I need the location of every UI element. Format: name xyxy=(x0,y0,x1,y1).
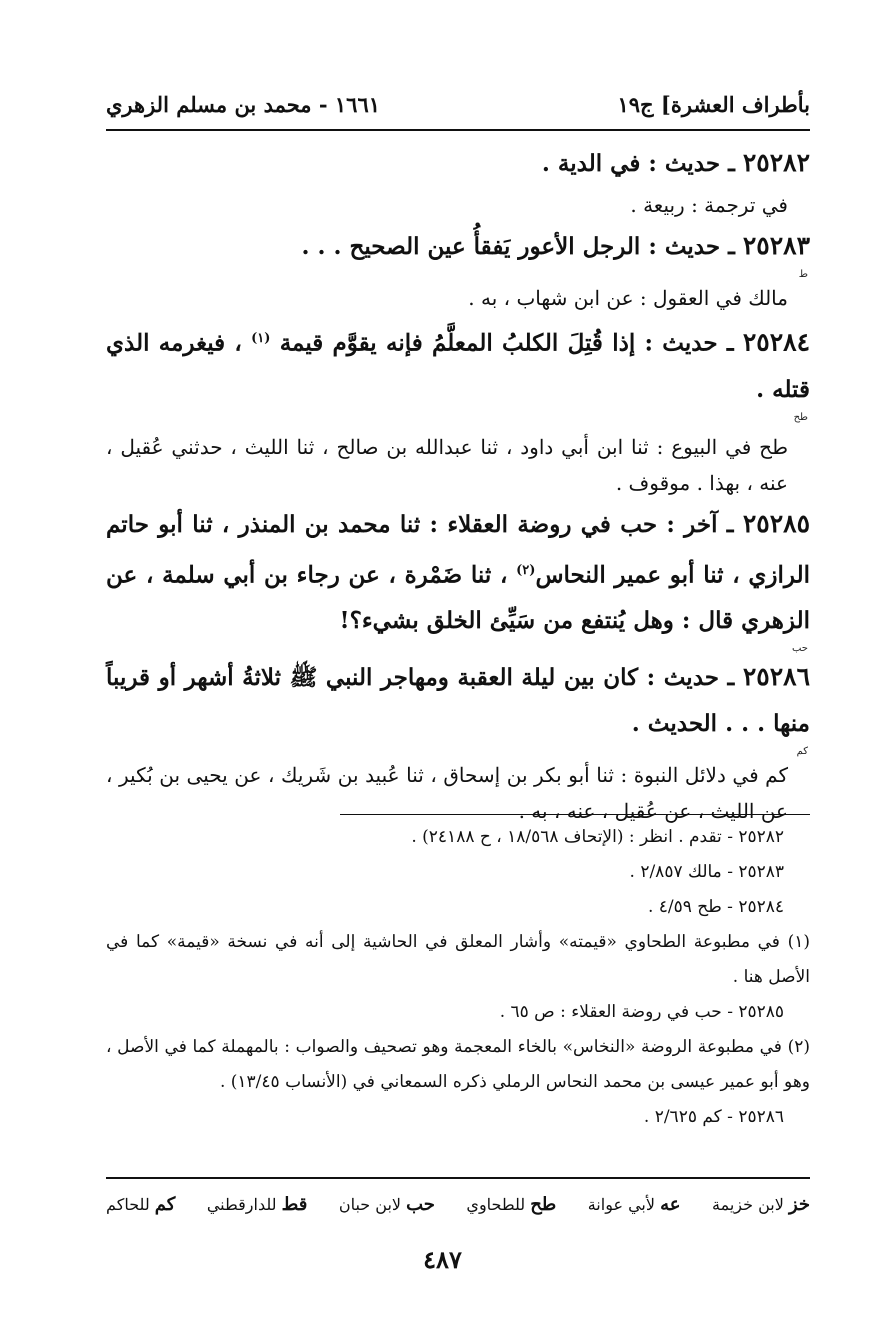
footnote: ٢٥٢٨٦ - كم ٢/٦٢٥ . xyxy=(643,1107,784,1127)
entry-chain: مالك في العقول : عن ابن شهاب ، به . xyxy=(468,286,788,310)
entry-number: ٢٥٢٨٤ xyxy=(742,327,810,357)
source-siglum: ط xyxy=(798,269,808,280)
footnote-ref: (٢) xyxy=(516,562,536,578)
header-volume-title: بأطراف العشرة] ج١٩ xyxy=(617,91,810,117)
legend-item: كم للحاكم xyxy=(106,1193,176,1215)
footnote: ٢٥٢٨٢ - تقدم . انظر : (الإتحاف ١٨/٥٦٨ ، ح ٢٤١٨٨) . xyxy=(411,827,784,847)
header-narrator-title: ١٦٦١ - محمد بن مسلم الزهري xyxy=(106,91,381,117)
legend-divider xyxy=(106,1177,810,1179)
main-text xyxy=(106,140,810,829)
legend-item: خز لابن خزيمة xyxy=(712,1193,810,1215)
footnote: (٢) في مطبوعة الروضة «النخاس» بالخاء المعجمة وهو تصحيف والصواب : بالمهملة كما في الأصل ، وهو أبو عمير عيسى بن محمد النحاس الرملي ذكره السمعاني في (الأنساب ١٣/٤٥) . xyxy=(106,1037,810,1092)
legend-item: طح للطحاوي xyxy=(466,1193,557,1215)
entry-number: ٢٥٢٨٥ xyxy=(742,508,810,538)
entry-chain: طح في البيوع : ثنا ابن أبي داود ، ثنا عبدالله بن صالح ، ثنا الليث ، حدثني عُقيل ، عنه ، بهذا . موقوف . xyxy=(106,434,788,495)
entry-heading: ٢٥٢٨٦ ـ حديث : كان بين ليلة العقبة ومهاجر النبي ﷺ ثلاثةُ أشهر أو قريباً منها . . . الحديث . xyxy=(106,662,810,738)
entry-number: ٢٥٢٨٦ xyxy=(742,662,810,692)
entry-heading: ٢٥٢٨٣ ـ حديث : الرجل الأعور يَفقأُ عين الصحيح . . . xyxy=(301,231,810,260)
footnote-divider xyxy=(340,814,810,815)
entry-heading: ٢٥٢٨٢ ـ حديث : في الدية . xyxy=(541,148,810,177)
entry-chain: كم في دلائل النبوة : ثنا أبو بكر بن إسحاق ، ثنا عُبيد بن شَريك ، عن يحيى بن بُكير ، عن الليث ، عن عُقيل ، عنه ، به . xyxy=(106,763,788,824)
legend-item: عه لأبي عوانة xyxy=(587,1193,681,1215)
source-siglum: طح xyxy=(793,411,808,423)
source-siglum: حب xyxy=(791,643,808,655)
legend-item: قط للدارقطني xyxy=(206,1193,308,1215)
footnote: ٢٥٢٨٣ - مالك ٢/٨٥٧ . xyxy=(629,862,784,882)
footnotes xyxy=(106,820,810,1135)
entry-number: ٢٥٢٨٣ xyxy=(742,231,810,260)
footnote: ٢٥٢٨٤ - طح ٤/٥٩ . xyxy=(647,897,784,917)
footnote-ref: (١) xyxy=(251,331,271,346)
entry-number: ٢٥٢٨٢ xyxy=(742,148,810,177)
header-divider xyxy=(106,129,810,131)
page-number: ٤٨٧ xyxy=(423,1245,462,1274)
running-header xyxy=(106,84,810,124)
abbreviation-legend xyxy=(106,1186,810,1222)
entry-heading: ٢٥٢٨٤ ـ حديث : إذا قُتِلَ الكلبُ المعلَّمُ فإنه يقوَّم قيمة $^{(١)}$ ، فيغرمه الذي قتله . xyxy=(106,327,810,403)
footnote: ٢٥٢٨٥ - حب في روضة العقلاء : ص ٦٥ . xyxy=(499,1002,784,1022)
legend-item: حب لابن حبان xyxy=(338,1193,435,1215)
source-siglum: كم xyxy=(796,746,808,758)
footnote: (١) في مطبوعة الطحاوي «قيمته» وأشار المعلق في الحاشية إلى أنه في نسخة «قيمة» كما في الأصل هنا . xyxy=(106,932,810,987)
entry-chain: في ترجمة : ربيعة . xyxy=(630,193,788,217)
entry-heading: ٢٥٢٨٥ ـ آخر : حب في روضة العقلاء : ثنا محمد بن المنذر ، ثنا أبو حاتم الرازي ، ثنا أبو عمير النحاس$^{(٢)}$ ، ثنا ضَمْرة ، عن رجاء بن أبي سلمة ، عن الزهري قال : وهل يُنتفع من سَيِّئ الخلق بشيء؟! xyxy=(106,508,811,635)
